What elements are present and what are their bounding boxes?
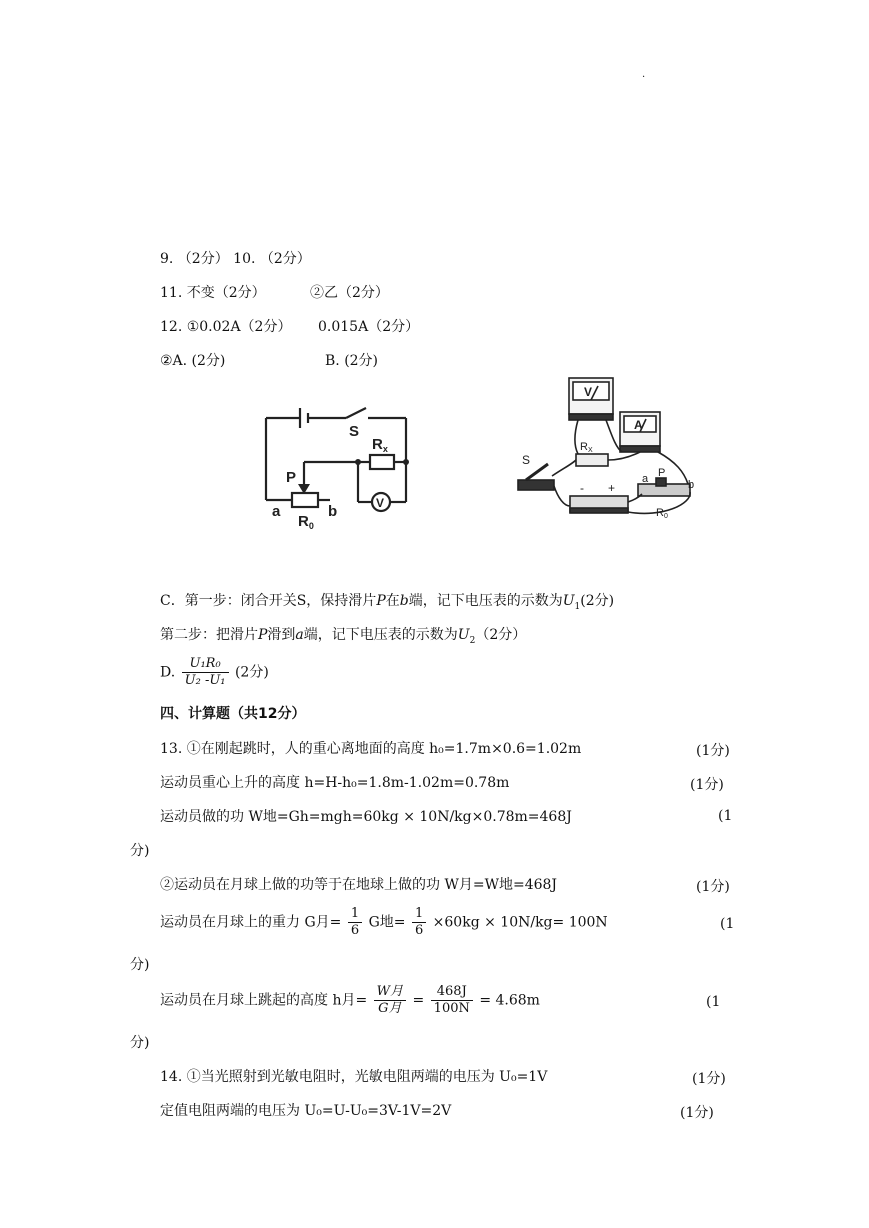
answer-12-2a: ②A. (2分) — [160, 353, 226, 369]
apparatus-label-minus: - — [580, 481, 584, 495]
apparatus-diagram — [512, 372, 702, 524]
q14-line1: 14. ①当光照射到光敏电阻时，光敏电阻两端的电压为 U₀=1V — [160, 1069, 548, 1085]
q13-fraction-4: $\frac{468J}{100N}$ — [431, 984, 473, 1017]
circuit-label-a: a — [272, 503, 281, 520]
circuit-label-r0: $R_0$ — [298, 513, 314, 531]
apparatus-label-b: b — [688, 479, 695, 491]
q13-fraction-2: $\frac{1}{6}$ — [412, 906, 426, 939]
q13-line2: 运动员重心上升的高度 h=H-h₀=1.8m-1.02m=0.78m — [160, 775, 510, 791]
answer-12: 12. ①0.02A（2分） — [160, 319, 292, 335]
q13-line5: 运动员在月球上的重力 G月= $\frac{1}{6}$ G地= $\frac{1}{6}$ ×60kg × 10N/kg= 100N — [160, 906, 608, 938]
q13-fraction-1: $\frac{1}{6}$ — [348, 906, 362, 939]
apparatus-label-a-meter: A — [634, 418, 643, 432]
step-2: 第二步：把滑片P滑到a端，记下电压表的示数为$U_2(2$分） — [160, 627, 527, 646]
q13-line5-score: (1 — [720, 916, 735, 932]
q13-line6: 运动员在月球上跳起的高度 h月= $\frac{\text{W月}}{\text{G月}}$ = $\frac{468J}{100N}$ = 4.68m — [160, 984, 540, 1016]
apparatus-label-r0: R0 — [656, 507, 668, 520]
answer-12-b: 0.015A（2分） — [318, 319, 420, 335]
circuit-label-b: b — [328, 503, 338, 520]
q13-line2-score: (1分) — [690, 777, 724, 793]
q13-line3: 运动员做的功 W地=Gh=mgh=60kg × 10N/kg×0.78m=468J — [160, 809, 572, 825]
step-d-fraction: $\frac{\text{U₁R₀}}{\text{U₂ -U₁}}$ — [182, 656, 229, 689]
answer-9-10: 9. （2分） 10. （2分） — [160, 251, 311, 267]
q13-line4: ②运动员在月球上做的功等于在地球上做的功 W月=W地=468J — [160, 877, 558, 893]
apparatus-label-v: V — [584, 385, 593, 399]
circuit-label-v: V — [376, 496, 385, 510]
q13-line6-score: (1 — [706, 994, 721, 1010]
q13-line1: 13. ①在刚起跳时，人的重心离地面的高度 h₀=1.7m×0.6=1.02m — [160, 741, 582, 757]
q13-line4-score: (1分) — [696, 879, 730, 895]
q14-line2-score: (1分) — [680, 1105, 714, 1121]
q13-line1-score: (1分) — [696, 743, 730, 759]
answer-11: 11. 不变（2分） — [160, 285, 266, 301]
circuit-label-p: P — [286, 469, 297, 486]
q14-line1-score: (1分) — [692, 1071, 726, 1087]
answer-12-2b: B. (2分) — [325, 353, 379, 369]
step-d: D. $\frac{\text{U₁R₀}}{\text{U₂ -U₁}}$ (2分) — [160, 656, 269, 688]
q14-line2: 定值电阻两端的电压为 U₀=U-U₀=3V-1V=2V — [160, 1103, 452, 1119]
q13-line3-score-cont: 分) — [130, 843, 150, 859]
circuit-label-rx: $R_x$ — [372, 436, 388, 454]
circuit-label-s: S — [349, 423, 360, 440]
q13-line6-score-cont: 分) — [130, 1035, 150, 1051]
apparatus-label-s: S — [522, 453, 531, 467]
answer-11-b: ②乙（2分） — [310, 285, 389, 301]
apparatus-label-plus: + — [608, 481, 616, 495]
page-mark: . — [642, 69, 646, 80]
q13-line5-score-cont: 分) — [130, 957, 150, 973]
q13-fraction-3: $\frac{\text{W月}}{\text{G月}}$ — [374, 984, 406, 1017]
step-c: C．第一步：闭合开关S，保持滑片P在b端，记下电压表的示数为$U_1(2$分) — [160, 593, 615, 612]
section-4-heading: 四、计算题（共12分） — [160, 706, 306, 722]
apparatus-label-rx: RX — [580, 441, 593, 454]
apparatus-label-a: a — [642, 473, 649, 485]
q13-line3-score: (1 — [718, 808, 733, 824]
circuit-diagram — [258, 402, 418, 532]
apparatus-label-p: P — [658, 467, 666, 479]
